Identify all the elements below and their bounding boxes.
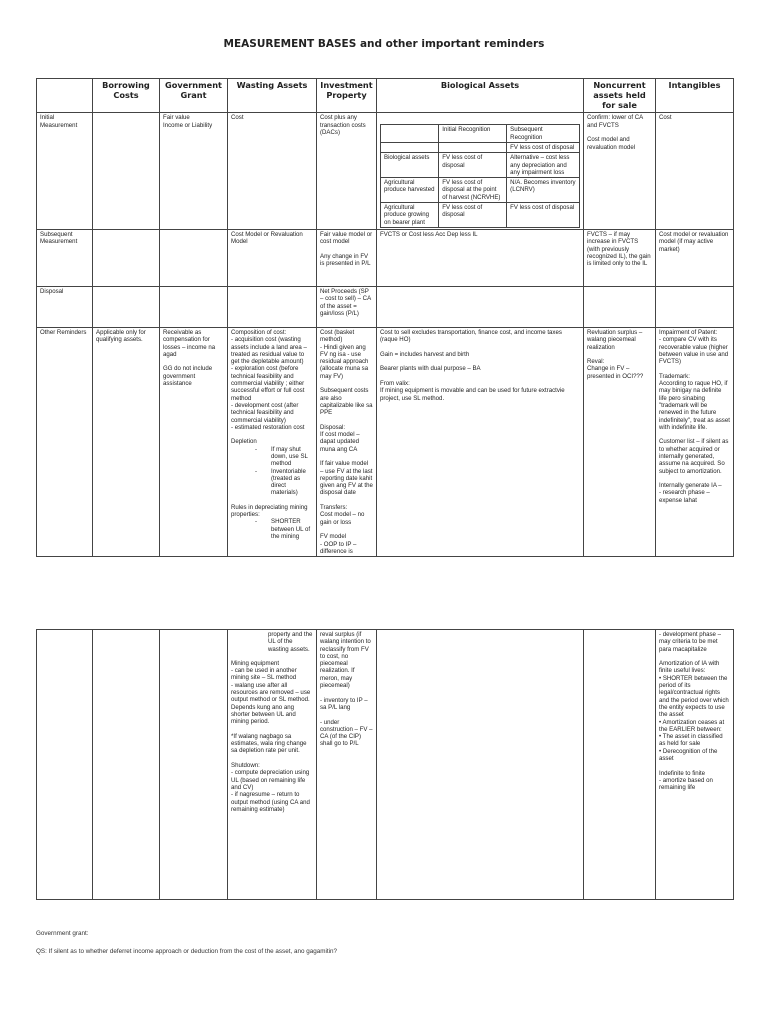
mini-cell: Agricultural produce growing on bearer plant — [381, 203, 439, 228]
cell-subsequent-borrowing — [93, 229, 160, 286]
header-borrowing-costs: Borrowing Costs — [93, 79, 160, 113]
cont-cell-biological — [377, 630, 584, 900]
cell-initial-intangibles: Cost — [656, 113, 734, 230]
mini-cell: FV less cost of disposal — [507, 142, 580, 152]
cell-subsequent-biological: FVCTS or Cost less Acc Dep less IL — [377, 229, 584, 286]
wasting-mining-text: Mining equipment - can be used in another mining site – SL method - walang use after all resources are removed – use output method or SL method. Depends kung ano ang shorter between UL and mining period. *If walang nagbago sa estimates, wala ring change sa depletion rate per unit. Shutdown: - compute depreciation using UL (based on remaining life and CV) - if nagresume – return to output method (using CA and remaining estimate) — [231, 659, 311, 813]
header-biological-assets: Biological Assets — [377, 79, 584, 113]
cell-initial-borrowing — [93, 113, 160, 230]
mini-cell: N/A. Becomes inventory (LCNRV) — [507, 178, 580, 203]
mini-cell — [381, 142, 439, 152]
footer-heading: Government grant: — [36, 930, 89, 937]
cell-subsequent-grant — [160, 229, 228, 286]
cont-cell-label — [37, 630, 93, 900]
cell-other-wasting — [228, 327, 317, 556]
cont-cell-grant — [160, 630, 228, 900]
mini-cell: Initial Recognition — [439, 125, 507, 143]
cell-other-borrowing: Applicable only for qualifying assets. — [93, 327, 160, 556]
cell-initial-biological — [377, 113, 584, 230]
cell-initial-noncurrent: Confirm: lower of CA and FVCTS Cost model and revaluation model — [584, 113, 656, 230]
mini-cell: FV less cost of disposal — [439, 203, 507, 228]
row-label-disposal: Disposal — [37, 286, 93, 327]
cell-other-noncurrent: Revluation surplus – walang piecemeal realization Reval: Change in FV – presented in OCI??? — [584, 327, 656, 556]
header-investment-property: Investment Property — [317, 79, 377, 113]
cell-disposal-noncurrent — [584, 286, 656, 327]
wasting-cont-text: property and the UL of the wasting assets. — [268, 631, 315, 653]
cell-disposal-wasting — [228, 286, 317, 327]
list-item: - Inventoriable (treated as direct materials) — [231, 468, 313, 497]
page-title: MEASUREMENT BASES and other important reminders — [223, 38, 545, 50]
header-intangibles: Intangibles — [656, 79, 734, 113]
header-wasting-assets: Wasting Assets — [228, 79, 317, 113]
row-label-initial: Initial Measurement — [37, 113, 93, 230]
cell-other-grant: Receivable as compensation for losses – income na agad GG do not include government assistance — [160, 327, 228, 556]
cell-disposal-grant — [160, 286, 228, 327]
wasting-rules-text: Rules in depreciating mining properties: — [231, 503, 310, 519]
mini-cell: FV less cost of disposal at the point of harvest (NCRVHE) — [439, 178, 507, 203]
cell-other-investment: Cost (basket method) - Hindi given ang FV ng isa - use residual approach (allocate muna sa may FV) Subsequent costs are also capitalizable like sa PPE Disposal: If cost model – dapat updated muna ang CA If fair value model – use FV at the last reporting date kahit given ang FV at the disposal date Transfers: Cost model – no gain or loss FV model - OOP to IP – difference is — [317, 327, 377, 556]
mini-cell: Biological assets — [381, 153, 439, 178]
mini-cell: Alternative – cost less any depreciation and any impairment loss — [507, 153, 580, 178]
biological-mini-table — [380, 124, 580, 228]
list-item: - SHORTER between UL of the mining — [231, 518, 313, 540]
mini-cell — [439, 142, 507, 152]
cell-disposal-intangibles — [656, 286, 734, 327]
row-label-subsequent: Subsequent Measurement — [37, 229, 93, 286]
cell-other-intangibles: Impairment of Patent: - compare CV with its recoverable value (higher between value in use and FVCTS) Trademark: According to raque HO, if may binigay na definite life pero sinabing "trademark will be renewed in the future indefinitely", treat as asset with indefinite life. Customer list – if silent as to whether acquired or internally generated, assume na acquired. So subject to amortization. Internally generate IA – - research phase – expense lahat — [656, 327, 734, 556]
cell-initial-wasting: Cost — [228, 113, 317, 230]
mini-cell: Subsequent Recognition — [507, 125, 580, 143]
cont-cell-wasting — [228, 630, 317, 900]
depletion-list — [231, 446, 313, 497]
header-noncurrent-assets: Noncurrent assets held for sale — [584, 79, 656, 113]
cell-subsequent-investment: Fair value model or cost model Any change in FV is presented in P/L — [317, 229, 377, 286]
cont-cell-investment: reval surplus (if walang intention to reclassify from FV to cost, no piecemeal realization. If meron, may piecemeal) - inventory to IP – sa P/L lang - under construction – FV – CA (of the CIP) shall go to P/L — [317, 630, 377, 900]
cell-disposal-borrowing — [93, 286, 160, 327]
header-government-grant: Government Grant — [160, 79, 228, 113]
measurement-table — [36, 78, 734, 557]
mini-cell: FV less cost of disposal — [439, 153, 507, 178]
cell-disposal-biological — [377, 286, 584, 327]
cell-subsequent-wasting: Cost Model or Revaluation Model — [228, 229, 317, 286]
header-blank — [37, 79, 93, 113]
mini-cell: Agricultural produce harvested — [381, 178, 439, 203]
cell-subsequent-noncurrent: FVCTS – if may increase in FVCTS (with previously recognized IL), the gain is limited only to the IL — [584, 229, 656, 286]
continuation-table — [36, 629, 734, 900]
rules-list — [231, 518, 313, 540]
cell-subsequent-intangibles: Cost model or revaluation model (if may active market) — [656, 229, 734, 286]
list-item: - If may shut down, use SL method — [231, 446, 313, 468]
mini-cell: FV less cost of disposal — [507, 203, 580, 228]
wasting-intro-text: Composition of cost: - acquisition cost (wasting assets include a land area – treated as residual value to get the depletable amount) - exploration cost (before technical feasibility and commercial viability ; either successful effort or full cost method - development cost (after technical feasibility and commercial viability) - estimated restoration cost Depletion — [231, 328, 307, 446]
cont-cell-borrowing — [93, 630, 160, 900]
cont-cell-noncurrent — [584, 630, 656, 900]
footer-question: QS: If silent as to whether deferret income approach or deduction from the cost of the asset, ano gagamitin? — [36, 948, 338, 955]
cell-disposal-investment: Net Proceeds (SP – cost to sell) – CA of the asset = gain/loss (P/L) — [317, 286, 377, 327]
cell-initial-investment: Cost plus any transaction costs (DACs) — [317, 113, 377, 230]
mini-cell — [381, 125, 439, 143]
row-label-other: Other Reminders — [37, 327, 93, 556]
cont-cell-intangibles: - development phase – may criteria to be met para macapitalize Amortization of IA with finite useful lives: • SHORTER between the period of its legal/contractual rights and the period over which the entity expects to use the asset • Amortization ceases at the EARLIER between: • The asset in classified as held for sale • Derecognition of the asset Indefinite to finite - amortize based on remaining life — [656, 630, 734, 900]
cell-other-biological: Cost to sell excludes transportation, finance cost, and income taxes (raque HO) Gain = includes harvest and birth Bearer plants with dual purpose – BA From valix: If mining equipment is movable and can be used for future extractvie project, use SL method. — [377, 327, 584, 556]
cell-initial-grant: Fair value Income or Liability — [160, 113, 228, 230]
